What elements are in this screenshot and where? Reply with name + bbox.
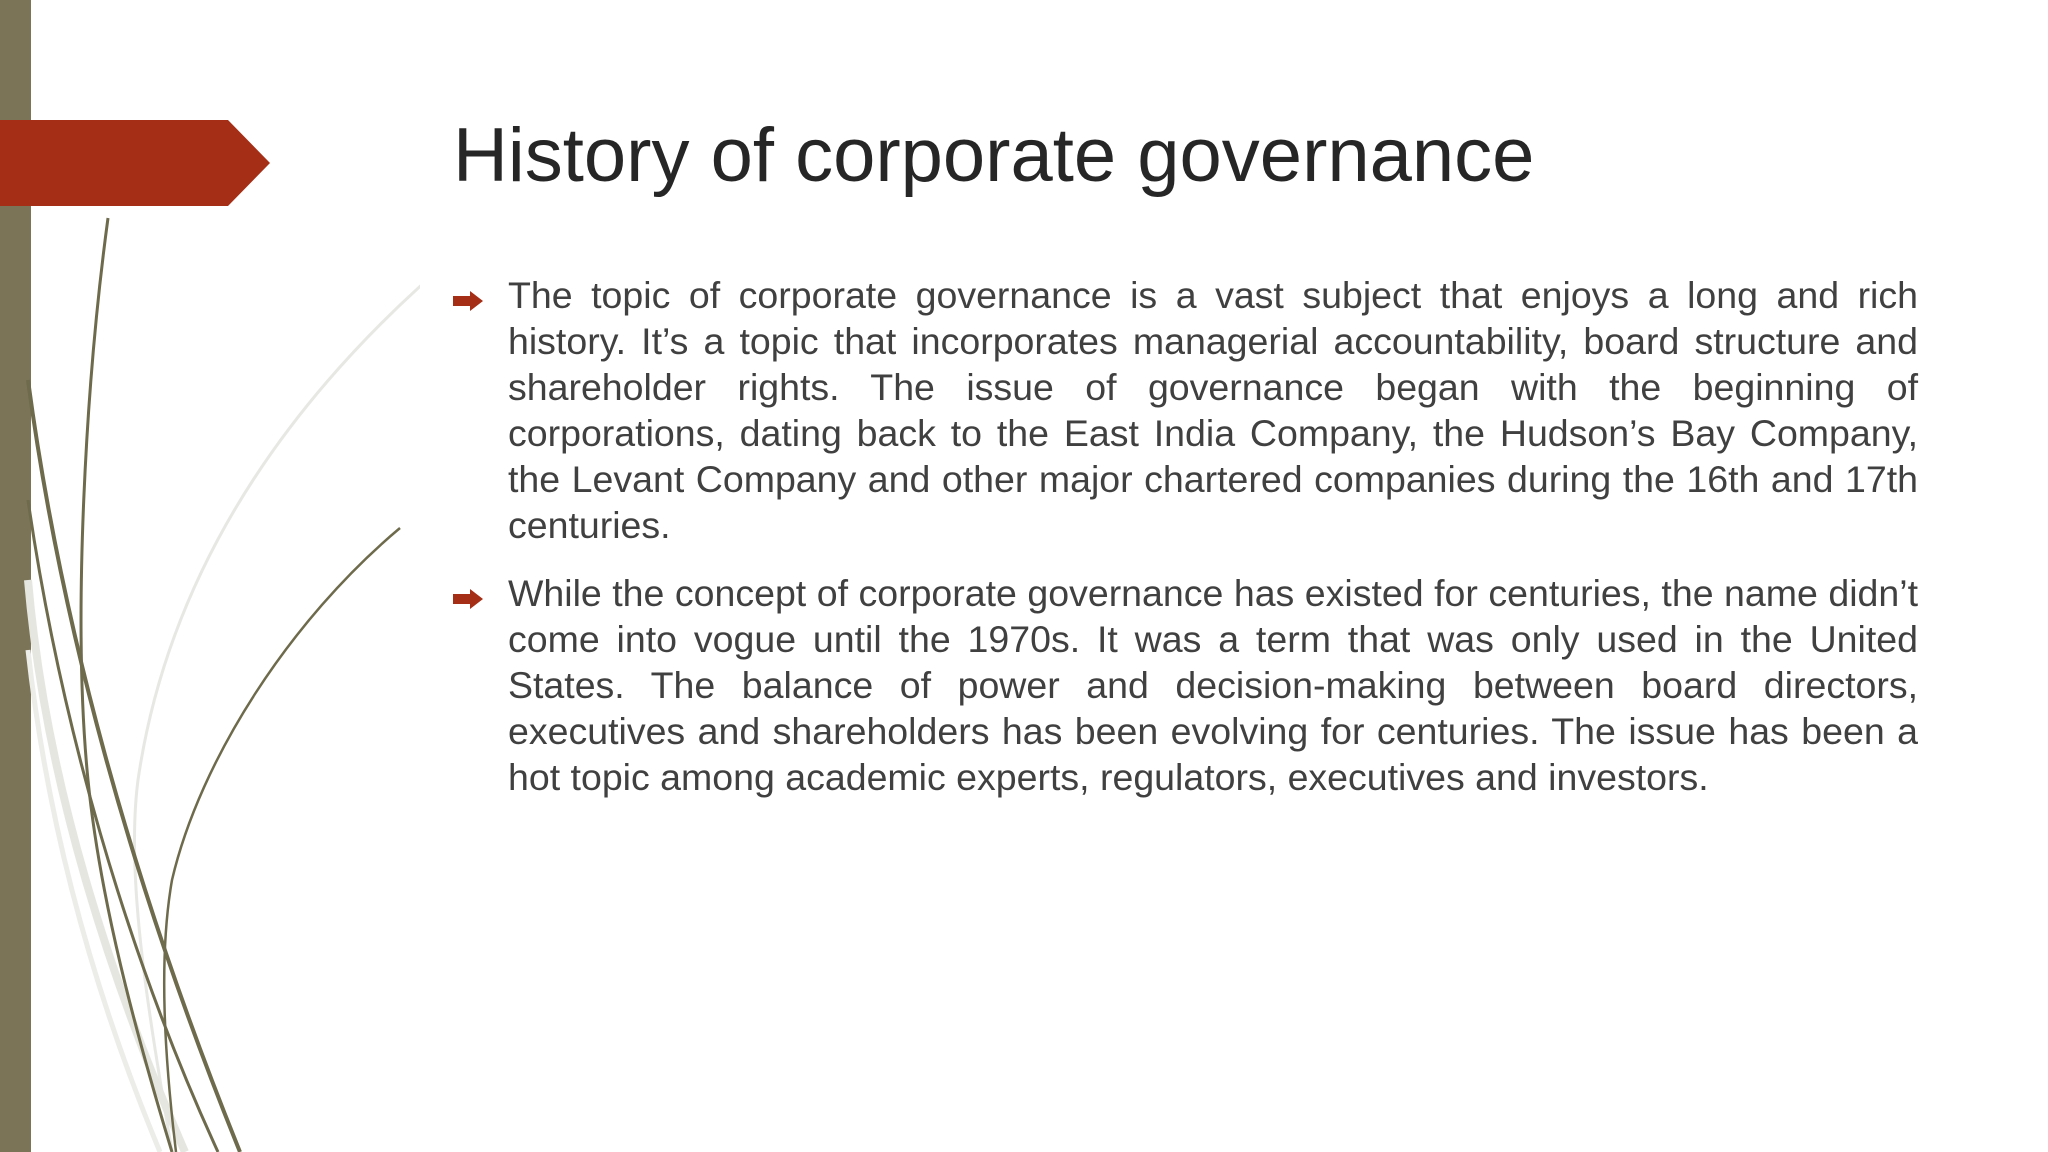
arrow-right-icon <box>453 290 483 312</box>
bullet-text: While the concept of corporate governance has existed for centuries, the name didn’t come into vogue until the 1970s. It was a term that was only used in the United States. The balance of power and decision-making between board directors, executives and shareholders has been evolving for centuries. The issue has been a hot topic among academic experts, regulators, executives and investors. <box>508 572 1918 798</box>
bullet-item <box>453 570 1918 800</box>
title-arrow-tab <box>0 120 270 206</box>
bullet-text: The topic of corporate governance is a vast subject that enjoys a long and rich history. It’s a topic that incorporates managerial accountability, board structure and shareholder rights. The issue of governance began with the beginning of corporations, dating back to the East India Company, the Hudson’s Bay Company, the Levant Company and other major chartered companies during the 16th and 17th centuries. <box>508 274 1918 546</box>
bullet-list <box>453 272 1918 822</box>
slide-title: History of corporate governance <box>453 113 1535 198</box>
arrow-right-icon <box>453 588 483 610</box>
bullet-item <box>453 272 1918 548</box>
